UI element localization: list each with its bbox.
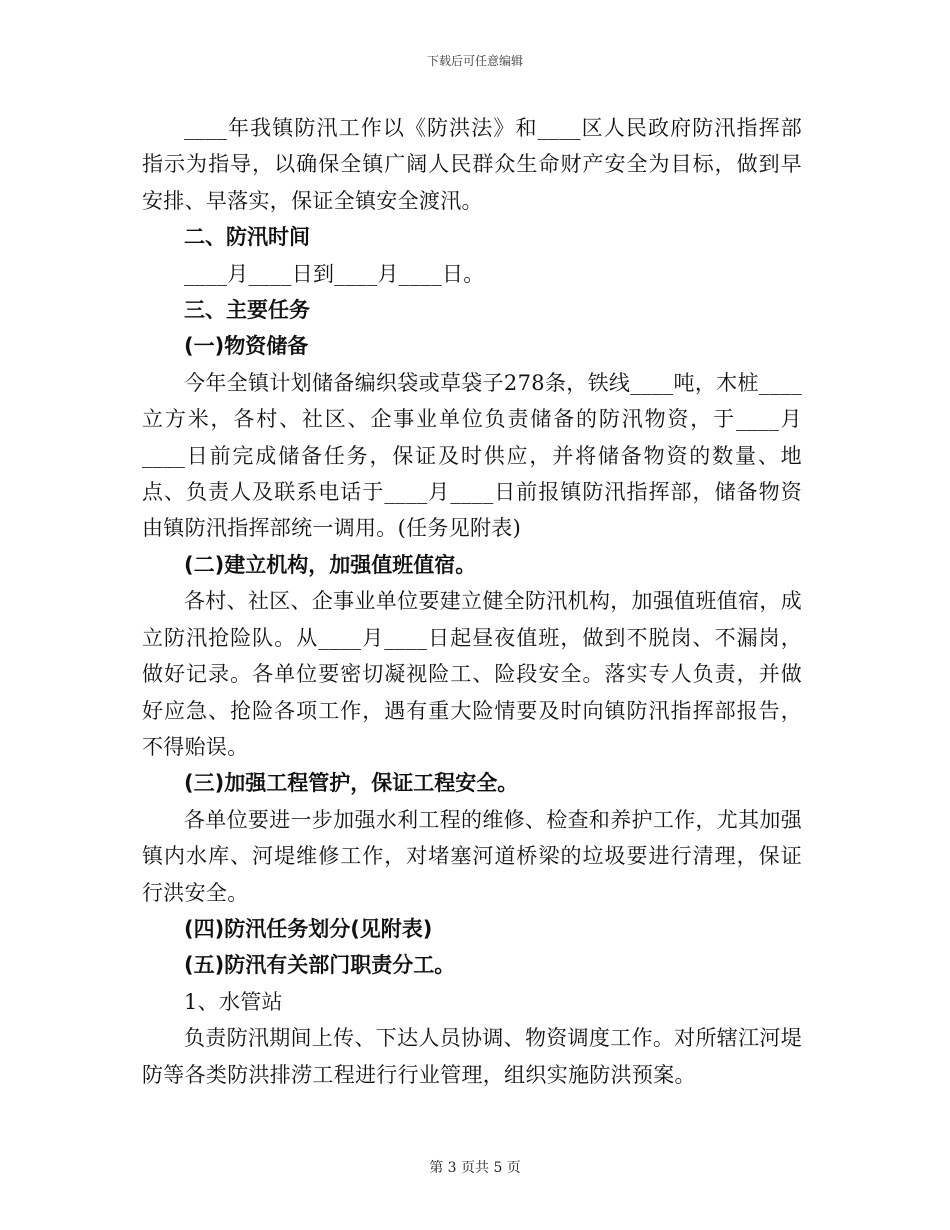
item-1-paragraph: 负责防汛期间上传、下达人员协调、物资调度工作。对所辖江河堤防等各类防洪排涝工程进行行业管理，组织实施防洪预案。 bbox=[142, 1026, 802, 1087]
subsection-4-heading: (四)防汛任务划分(见附表) bbox=[184, 916, 433, 941]
subsection-2-paragraph: 各村、社区、企事业单位要建立健全防汛机构，加强值班值宿，成立防汛抢险队。从____月____日起昼夜值班，做到不脱岗、不漏岗，做好记录。各单位要密切凝视险工、险段安全。落实专人负责，并做好应急、抢险各项工作，遇有重大险情要及时向镇防汛指挥部报告，不得贻误。 bbox=[142, 589, 802, 759]
item-1-heading: 1、水管站 bbox=[184, 989, 283, 1014]
section-2-heading: 二、防汛时间 bbox=[184, 225, 310, 250]
section-2-paragraph: ____月____日到____月____日。 bbox=[184, 261, 485, 286]
section-3-heading: 三、主要任务 bbox=[184, 298, 310, 323]
subsection-1-paragraph: 今年全镇计划储备编织袋或草袋子278条，铁线____吨，木桩____立方米，各村、社区、企事业单位负责储备的防汛物资，于____月____日前完成储备任务，保证及时供应，并将储备物资的数量、地点、负责人及联系电话于____月____日前报镇防汛指挥部，储备物资由镇防汛指挥部统一调用。(任务见附表) bbox=[142, 370, 802, 541]
subsection-5-heading: (五)防汛有关部门职责分工。 bbox=[184, 953, 456, 978]
subsection-3-paragraph: 各单位要进一步加强水利工程的维修、检查和养护工作，尤其加强镇内水库、河堤维修工作，对堵塞河道桥梁的垃圾要进行清理，保证行洪安全。 bbox=[142, 807, 802, 905]
intro-paragraph: ____年我镇防汛工作以《防洪法》和____区人民政府防汛指挥部指示为指导，以确保全镇广阔人民群众生命财产安全为目标，做到早安排、早落实，保证全镇安全渡汛。 bbox=[142, 116, 802, 213]
page-footer: 第 3 页共 5 页 bbox=[429, 1160, 521, 1176]
page-header: 下载后可任意编辑 bbox=[426, 54, 523, 68]
document-body bbox=[142, 110, 802, 1093]
subsection-3-heading: (三)加强工程管护，保证工程安全。 bbox=[184, 771, 519, 796]
subsection-1-heading: (一)物资储备 bbox=[184, 334, 309, 359]
subsection-2-heading: (二)建立机构，加强值班值宿。 bbox=[184, 552, 477, 577]
